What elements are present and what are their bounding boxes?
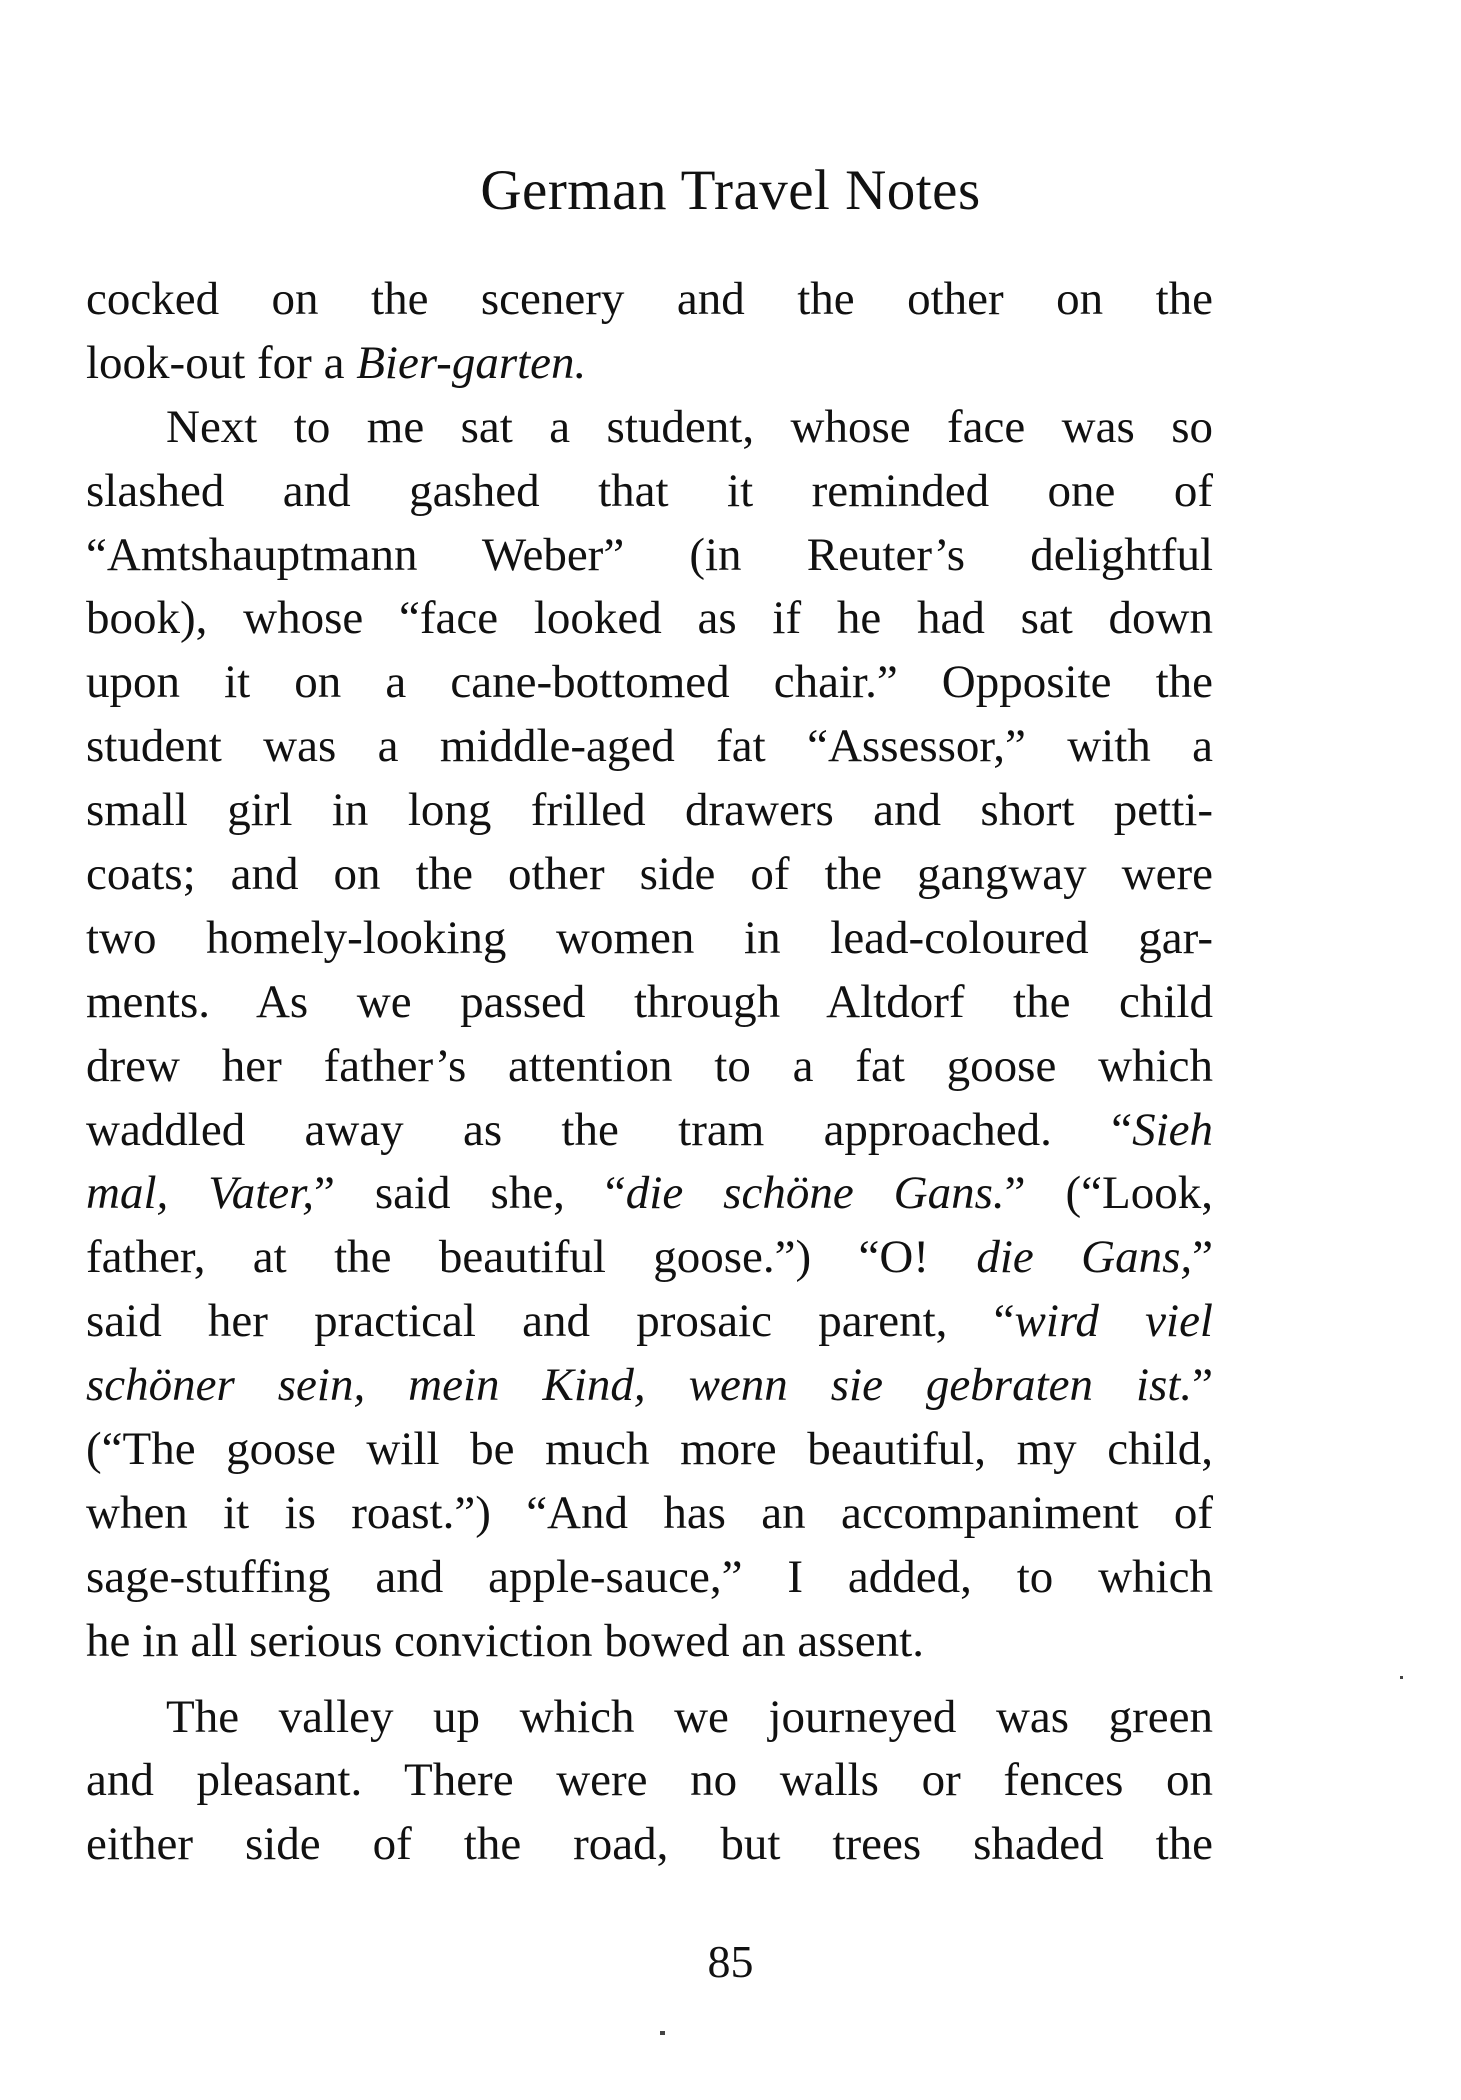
paragraph-start-line xyxy=(86,396,1213,460)
text-run: drew her father’s attention to a fat goose which xyxy=(86,1039,1213,1092)
text-run: ments. As we passed through Altdorf the child xyxy=(86,975,1213,1028)
text-run: “Amtshauptmann Weber” (in Reuter’s delightful xyxy=(86,528,1213,581)
text-line xyxy=(86,587,1213,651)
page-number: 85 xyxy=(707,1936,754,1987)
text-line xyxy=(86,715,1213,779)
paragraph-start-line xyxy=(86,1686,1213,1750)
text-line xyxy=(86,779,1213,843)
text-line xyxy=(86,1354,1213,1418)
running-head: German Travel Notes xyxy=(480,159,981,222)
italic-run: Bier-garten. xyxy=(356,336,587,389)
print-speck xyxy=(1400,1676,1403,1679)
text-line xyxy=(86,1418,1213,1482)
text-line xyxy=(86,971,1213,1035)
text-run: small girl in long frilled drawers and short petti- xyxy=(86,784,1213,837)
text-run: either side of the road, but trees shaded the xyxy=(86,1818,1213,1871)
text-run: waddled away as the tram approached. “ xyxy=(86,1103,1133,1156)
text-line xyxy=(86,268,1213,332)
text-run: The valley up which we journeyed was green xyxy=(166,1690,1213,1743)
text-line xyxy=(86,651,1213,715)
text-run: look-out for a xyxy=(86,336,357,389)
italic-run: Sieh xyxy=(1132,1103,1213,1156)
text-line xyxy=(86,1813,1213,1877)
text-run: sage-stuffing and apple-sauce,” I added, to which xyxy=(86,1550,1213,1603)
italic-run: die Gans, xyxy=(976,1231,1193,1284)
italic-run: wird viel xyxy=(1014,1295,1213,1348)
italic-run: mal, Vater, xyxy=(86,1167,314,1220)
text-line xyxy=(86,1290,1213,1354)
text-line xyxy=(86,1226,1213,1290)
text-run: father, at the beautiful goose.”) “O! xyxy=(86,1231,977,1284)
text-run: (“The goose will be much more beautiful, my child, xyxy=(86,1423,1213,1476)
text-line xyxy=(86,1162,1213,1226)
text-run: when it is roast.”) “And has an accompaniment of xyxy=(86,1486,1213,1539)
text-line xyxy=(86,1099,1213,1163)
text-line xyxy=(86,1482,1213,1546)
text-line xyxy=(86,332,1213,396)
text-run: and pleasant. There were no walls or fences on xyxy=(86,1754,1213,1807)
text-run: ” said she, “ xyxy=(313,1167,626,1220)
text-line xyxy=(86,1749,1213,1813)
text-run: ” xyxy=(1192,1231,1213,1284)
print-speck xyxy=(660,2031,665,2035)
italic-run: schöner sein, mein Kind, wenn sie gebraten ist. xyxy=(86,1359,1193,1412)
text-run: book), whose “face looked as if he had sat down xyxy=(86,592,1213,645)
text-line xyxy=(86,907,1213,971)
text-run: ” (“Look, xyxy=(1004,1167,1213,1220)
text-line xyxy=(86,1610,1213,1674)
text-line xyxy=(86,1035,1213,1099)
text-run: slashed and gashed that it reminded one of xyxy=(86,464,1213,517)
text-run: cocked on the scenery and the other on the xyxy=(86,273,1213,325)
text-run: said her practical and prosaic parent, “ xyxy=(86,1295,1015,1348)
text-line xyxy=(86,460,1213,524)
text-line xyxy=(86,1546,1213,1610)
text-run: coats; and on the other side of the gangway were xyxy=(86,848,1213,901)
text-run: Next to me sat a student, whose face was so xyxy=(166,400,1213,453)
text-line xyxy=(86,843,1213,907)
text-line xyxy=(86,524,1213,588)
text-run: he in all serious conviction bowed an assent. xyxy=(86,1614,924,1667)
text-run: ” xyxy=(1192,1359,1213,1412)
text-run: upon it on a cane-bottomed chair.” Opposite the xyxy=(86,656,1213,709)
text-run: student was a middle-aged fat “Assessor,” with a xyxy=(86,720,1213,773)
text-run: two homely-looking women in lead-coloured gar- xyxy=(86,911,1213,964)
page-text xyxy=(86,268,1213,1877)
italic-run: die schöne Gans. xyxy=(625,1167,1005,1220)
